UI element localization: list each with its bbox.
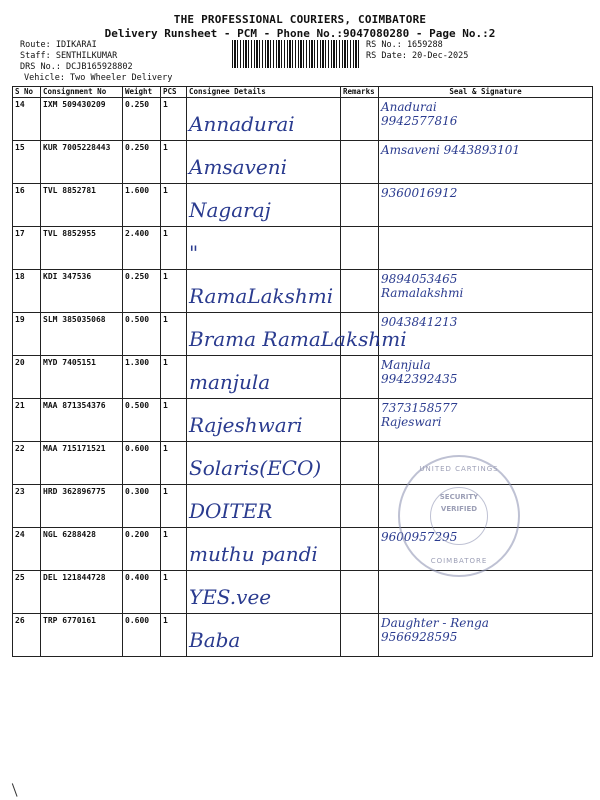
row-consignee-text: RamaLakshmi (189, 284, 334, 308)
row-consignee (187, 614, 341, 657)
row-consignment-no (41, 98, 123, 141)
row-sno-text: 25 (15, 573, 25, 582)
row-consignee (187, 442, 341, 485)
row-sno-text: 15 (15, 143, 25, 152)
row-remarks (341, 184, 379, 227)
signature-sig1: 9600957295 (381, 530, 458, 544)
company-title: THE PROFESSIONAL COURIERS, COIMBATORE (173, 13, 427, 26)
row-signature (379, 227, 593, 270)
row-pcs (161, 356, 187, 399)
row-consignment-no-text: KDI 347536 (43, 272, 92, 281)
row-weight (123, 571, 161, 614)
row-sno (13, 442, 41, 485)
table-row (13, 184, 593, 227)
row-sno-text: 26 (15, 616, 25, 625)
row-pcs (161, 485, 187, 528)
row-weight-text: 0.600 (125, 444, 150, 453)
signature-sig2: Ramalakshmi (381, 286, 464, 300)
row-weight-text: 0.600 (125, 616, 150, 625)
rs-block (366, 40, 468, 62)
row-consignment-no-text: TVL 8852781 (43, 186, 96, 195)
table-row (13, 141, 593, 184)
row-consignee (187, 485, 341, 528)
row-signature (379, 98, 593, 141)
col-consignee: Consignee Details (187, 87, 341, 98)
row-remarks (341, 528, 379, 571)
col-consignment: Consignment No (41, 87, 123, 98)
rs-number: RS No.: 1659288 (366, 40, 443, 50)
rs-date: RS Date: 20-Dec-2025 (366, 51, 469, 61)
row-sno (13, 356, 41, 399)
table-row (13, 270, 593, 313)
table-row (13, 98, 593, 141)
row-pcs-text: 1 (163, 186, 168, 195)
row-weight (123, 141, 161, 184)
row-pcs-text: 1 (163, 143, 168, 152)
row-weight (123, 227, 161, 270)
row-sno-text: 16 (15, 186, 25, 195)
vehicle-label: Vehicle: Two Wheeler Delivery (24, 73, 173, 83)
row-sno (13, 184, 41, 227)
row-pcs-text: 1 (163, 401, 168, 410)
row-sno-text: 23 (15, 487, 25, 496)
row-pcs (161, 571, 187, 614)
row-weight-text: 0.200 (125, 530, 150, 539)
row-weight (123, 184, 161, 227)
row-weight-text: 1.300 (125, 358, 150, 367)
row-consignee (187, 227, 341, 270)
row-weight-text: 0.500 (125, 315, 150, 324)
row-consignee (187, 184, 341, 227)
row-sno-text: 17 (15, 229, 25, 238)
table-header-row (13, 87, 593, 98)
row-signature (379, 270, 593, 313)
stamp-ring-bottom: COIMBATORE (430, 557, 488, 565)
row-weight (123, 98, 161, 141)
row-pcs (161, 98, 187, 141)
row-sno-text: 24 (15, 530, 25, 539)
row-pcs-text: 1 (163, 272, 168, 281)
row-remarks (341, 485, 379, 528)
row-consignee-text: manjula (189, 370, 271, 394)
row-pcs (161, 270, 187, 313)
row-sno (13, 571, 41, 614)
row-remarks (341, 270, 379, 313)
drs-number: DRS No.: DCJB165928802 (20, 62, 133, 72)
row-weight (123, 356, 161, 399)
row-consignee-text: DOITER (189, 499, 273, 523)
row-signature (379, 614, 593, 657)
row-weight-text: 0.250 (125, 143, 150, 152)
row-weight (123, 399, 161, 442)
row-consignment-no (41, 614, 123, 657)
row-consignee-text: " (189, 241, 199, 265)
signature-sig2: Rajeswari (381, 415, 442, 429)
row-remarks (341, 442, 379, 485)
runsheet-table (12, 86, 593, 657)
row-remarks (341, 356, 379, 399)
row-consignment-no (41, 227, 123, 270)
signature-sig1: 9894053465 (381, 272, 458, 286)
row-pcs (161, 614, 187, 657)
stamp-text-verified: VERIFIED (440, 505, 478, 513)
row-consignee (187, 356, 341, 399)
row-weight (123, 313, 161, 356)
staff-label: Staff: SENTHILKUMAR (20, 51, 118, 61)
route-staff-block (20, 40, 172, 84)
row-pcs-text: 1 (163, 573, 168, 582)
pen-mark (12, 781, 23, 797)
security-verified-stamp (398, 455, 520, 577)
row-consignee-text: Amsaveni (189, 155, 288, 179)
row-sno-text: 20 (15, 358, 25, 367)
row-pcs (161, 528, 187, 571)
col-pcs: PCS (161, 87, 187, 98)
col-sno: S No (13, 87, 41, 98)
col-remarks: Remarks (341, 87, 379, 98)
row-consignment-no (41, 442, 123, 485)
row-consignment-no-text: SLM 385035068 (43, 315, 106, 324)
row-signature (379, 399, 593, 442)
row-weight-text: 0.250 (125, 100, 150, 109)
row-consignee-text: Solaris(ECO) (189, 456, 322, 480)
row-sno (13, 98, 41, 141)
runsheet-subtitle: Delivery Runsheet - PCM - Phone No.:9047080280 - Page No.:2 (104, 27, 496, 40)
table-row (13, 313, 593, 356)
table-row (13, 356, 593, 399)
row-consignee (187, 313, 407, 356)
row-signature (379, 571, 593, 614)
signature-sig2: 9566928595 (381, 630, 458, 644)
row-pcs-text: 1 (163, 100, 168, 109)
row-consignment-no (41, 356, 123, 399)
row-consignee-text: muthu pandi (189, 542, 318, 566)
row-signature (379, 184, 593, 227)
row-sno-text: 18 (15, 272, 25, 281)
row-pcs (161, 399, 187, 442)
signature-sig2: 9942577816 (381, 114, 458, 128)
table-row (13, 571, 593, 614)
row-pcs-text: 1 (163, 229, 168, 238)
row-sno-text: 19 (15, 315, 25, 324)
col-seal-signature: Seal & Signature (379, 87, 593, 98)
row-weight-text: 0.500 (125, 401, 150, 410)
row-sno (13, 313, 41, 356)
row-sno (13, 614, 41, 657)
row-consignment-no-text: DEL 121844728 (43, 573, 106, 582)
signature-sig1: Daughter - Renga (381, 616, 489, 630)
row-pcs (161, 313, 187, 356)
row-weight (123, 485, 161, 528)
row-pcs-text: 1 (163, 530, 168, 539)
row-consignee (187, 141, 341, 184)
row-pcs (161, 184, 187, 227)
row-weight (123, 614, 161, 657)
row-sno (13, 270, 41, 313)
row-consignee (187, 399, 341, 442)
row-consignment-no (41, 528, 123, 571)
row-consignee (187, 571, 341, 614)
stamp-ring-top: UNITED CARTINGS (419, 465, 499, 473)
row-consignment-no-text: TRP 6770161 (43, 616, 96, 625)
row-consignment-no-text: NGL 6288428 (43, 530, 96, 539)
row-sno (13, 227, 41, 270)
row-signature (379, 141, 593, 184)
row-consignment-no-text: MYD 7405151 (43, 358, 96, 367)
row-pcs (161, 141, 187, 184)
row-sno (13, 399, 41, 442)
row-consignment-no (41, 270, 123, 313)
row-consignment-no (41, 571, 123, 614)
row-pcs (161, 227, 187, 270)
row-weight-text: 0.300 (125, 487, 150, 496)
row-consignee-text: Annadurai (189, 112, 295, 136)
col-weight: Weight (123, 87, 161, 98)
row-consignment-no (41, 485, 123, 528)
row-remarks (341, 571, 379, 614)
table-row (13, 227, 593, 270)
row-consignee-text: Nagaraj (189, 198, 271, 222)
row-weight-text: 2.400 (125, 229, 150, 238)
signature-sig1: Anadurai (381, 100, 437, 114)
row-pcs-text: 1 (163, 315, 168, 324)
row-weight-text: 1.600 (125, 186, 150, 195)
row-consignment-no (41, 141, 123, 184)
row-consignee-text: YES.vee (189, 585, 272, 609)
table-row (13, 614, 593, 657)
signature-sig1: 9043841213 (381, 315, 458, 329)
signature-sig1: 7373158577 (381, 401, 458, 415)
stamp-text-security: SECURITY (439, 493, 479, 501)
row-signature (379, 313, 593, 356)
row-consignment-no (41, 399, 123, 442)
row-sno (13, 141, 41, 184)
row-consignee (187, 98, 341, 141)
row-consignment-no (41, 184, 123, 227)
row-consignee-text: Rajeshwari (189, 413, 303, 437)
row-sno-text: 14 (15, 100, 25, 109)
row-remarks (341, 141, 379, 184)
row-consignee (187, 528, 341, 571)
row-consignment-no (41, 313, 123, 356)
row-weight (123, 528, 161, 571)
row-remarks (341, 399, 379, 442)
row-consignee-text: Baba (189, 628, 241, 652)
row-consignee-text: Brama RamaLakshmi (189, 327, 407, 351)
row-weight (123, 270, 161, 313)
row-sno-text: 21 (15, 401, 25, 410)
row-remarks (341, 227, 379, 270)
route-label: Route: IDIKARAI (20, 40, 97, 50)
row-pcs-text: 1 (163, 358, 168, 367)
row-sno-text: 22 (15, 444, 25, 453)
row-weight-text: 0.400 (125, 573, 150, 582)
row-pcs-text: 1 (163, 487, 168, 496)
row-consignment-no-text: KUR 7005228443 (43, 143, 111, 152)
row-consignment-no-text: MAA 715171521 (43, 444, 106, 453)
signature-sig1: Manjula (381, 358, 431, 372)
signature-sig1: Amsaveni 9443893101 (381, 143, 520, 157)
row-sno (13, 485, 41, 528)
row-signature (379, 356, 593, 399)
row-weight-text: 0.250 (125, 272, 150, 281)
row-consignment-no-text: HRD 362896775 (43, 487, 106, 496)
row-remarks (341, 614, 379, 657)
row-consignee (187, 270, 341, 313)
row-consignment-no-text: MAA 871354376 (43, 401, 106, 410)
row-consignment-no-text: TVL 8852955 (43, 229, 96, 238)
row-weight (123, 442, 161, 485)
row-pcs (161, 442, 187, 485)
signature-sig1: 9360016912 (381, 186, 458, 200)
row-consignment-no-text: IXM 509430209 (43, 100, 106, 109)
barcode (232, 40, 360, 68)
signature-sig2: 9942392435 (381, 372, 458, 386)
table-row (13, 399, 593, 442)
row-pcs-text: 1 (163, 444, 168, 453)
row-pcs-text: 1 (163, 616, 168, 625)
row-sno (13, 528, 41, 571)
row-remarks (341, 98, 379, 141)
